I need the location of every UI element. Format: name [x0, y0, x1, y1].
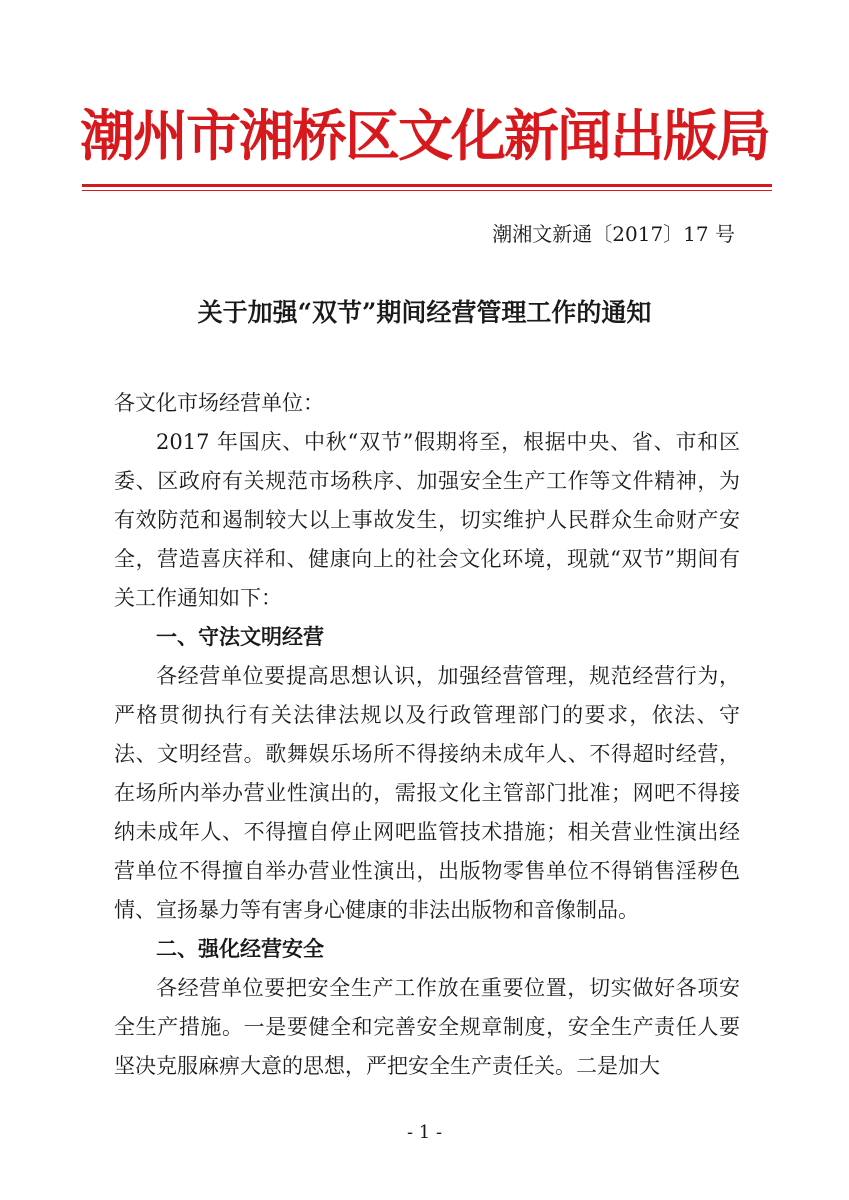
page-number: - 1 -: [406, 1122, 443, 1143]
section-heading-1: 一、守法文明经营: [156, 625, 324, 649]
letterhead-rule-thin: [82, 190, 772, 191]
letterhead-title: 潮州市湘桥区文化新闻出版局: [79, 103, 769, 168]
section-heading-2: 二、强化经营安全: [156, 937, 324, 961]
document-number: 潮湘文新通〔2017〕17 号: [492, 222, 735, 246]
intro-paragraph: 2017 年国庆、中秋“双节”假期将至，根据中央、省、市和区委、区政府有关规范市场秩序、加强安全生产工作等文件精神，为有效防范和遏制较大以上事故发生，切实维护人民群众生命财产安全，营造喜庆祥和、健康向上的社会文化环境，现就“双节”期间有关工作通知如下：: [114, 430, 740, 610]
section-paragraph-1: 各经营单位要提高思想认识，加强经营管理，规范经营行为，严格贯彻执行有关法律法规以及行政管理部门的要求，依法、守法、文明经营。歌舞娱乐场所不得接纳未成年人、不得超时经营，在场所内举办营业性演出的，需报文化主管部门批准；网吧不得接纳未成年人、不得擅自停止网吧监管技术措施；相关营业性演出经营单位不得擅自举办营业性演出，出版物零售单位不得销售淫秽色情、宣扬暴力等有害身心健康的非法出版物和音像制品。: [114, 664, 740, 922]
document-body: [114, 384, 740, 1086]
document-title: 关于加强“双节”期间经营管理工作的通知: [197, 298, 652, 327]
salutation: 各文化市场经营单位：: [114, 391, 324, 415]
letterhead-rule-thick: [82, 184, 772, 187]
section-paragraph-2: 各经营单位要把安全生产工作放在重要位置，切实做好各项安全生产措施。一是要健全和完善安全规章制度，安全生产责任人要坚决克服麻痹大意的思想，严把安全生产责任关。二是加大: [114, 976, 740, 1078]
